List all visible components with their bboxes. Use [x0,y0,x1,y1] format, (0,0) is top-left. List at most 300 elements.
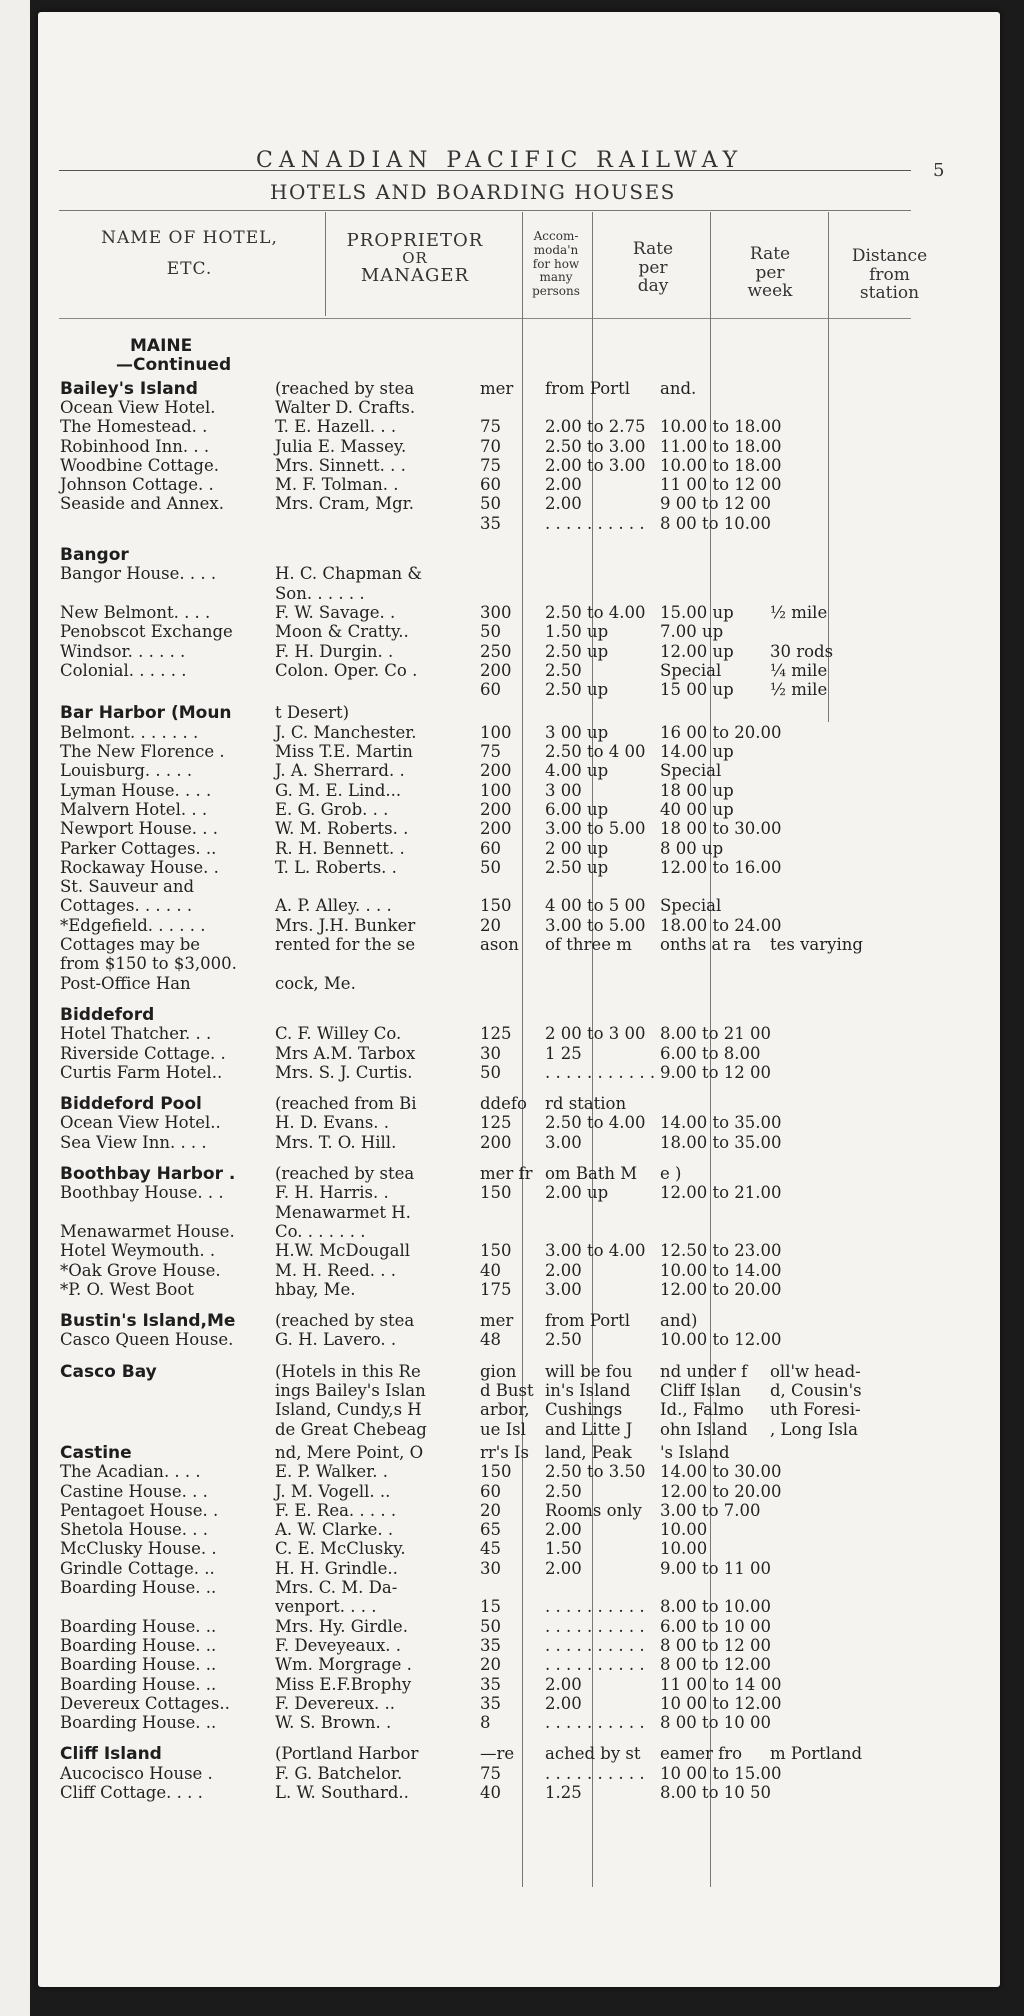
cell-proprietor: F. W. Savage. . [275,602,396,622]
table-row [0,761,1024,781]
cell-name: *Oak Grove House. [60,1260,221,1280]
cell-name: Bangor [60,545,129,565]
table-row [0,398,1024,418]
cell-name: Castine [60,1442,132,1463]
cell-rate-week: 7.00 up [660,622,724,642]
cell-proprietor: H.W. McDougall [275,1241,411,1261]
col-header-rate-week-line: week [747,281,793,302]
cell-proprietor: Wm. Morgrage . [275,1655,412,1675]
cell-rate-week: 8 00 to 12 00 [660,1635,772,1655]
cell-rate-week: 14.00 to 35.00 [660,1113,782,1133]
table-row [0,1559,1024,1579]
cell-name: Post-Office Han [60,973,191,993]
col-header-accom-line: many [539,270,573,285]
cell-proprietor: J. M. Vogell. .. [275,1481,391,1501]
table-row [0,858,1024,878]
section-heading-row [0,1311,1024,1331]
cell-rate-week: 9.00 to 12 00 [660,1062,772,1082]
table-row [0,1222,1024,1242]
cell-rate-week: 10.00 to 12.00 [660,1330,782,1350]
cell-rate-week: 8.00 to 10 50 [660,1783,772,1802]
running-title: CANADIAN PACIFIC RAILWAY [256,148,744,173]
col-header-proprietor-line: MANAGER [360,264,470,286]
cell-rate-day: om Bath M [545,1164,638,1183]
cell-proprietor: G. M. E. Lind... [275,780,402,800]
cell-rate-day: 3 00 up [545,722,609,742]
cell-proprietor: Walter D. Crafts. [275,397,416,417]
cell-rate-day: land, Peak [545,1442,632,1462]
table-row [0,839,1024,859]
cell-proprietor: A. W. Clarke. . [275,1520,394,1540]
cell-name: Bangor House. . . . [60,564,217,584]
cell-rate-week: 11 00 to 14 00 [660,1674,782,1694]
table-row [0,877,1024,897]
cell-proprietor: (Portland Harbor [275,1744,419,1764]
cell-accom: 15 [480,1597,501,1617]
cell-proprietor: F. Devereux. .. [275,1693,396,1713]
cell-rate-week: 12.00 to 16.00 [660,857,782,877]
cell-rate-week: ohn Island [660,1419,748,1439]
cell-rate-week: nd under f [660,1361,748,1381]
cell-rate-week: 10.00 [660,1539,708,1559]
col-header-name-line: NAME OF HOTEL, [101,228,278,248]
cell-name: Curtis Farm Hotel.. [60,1062,223,1082]
cell-rate-week: 8.00 to 10.00 [660,1597,772,1617]
cell-rate-week: 18.00 to 24.00 [660,915,782,935]
cell-proprietor: ings Bailey's Islan [275,1381,426,1400]
table-row [0,1617,1024,1637]
cell-accom: —re [480,1744,515,1764]
table-row [0,781,1024,801]
cell-rate-week: 9.00 to 11 00 [660,1558,772,1578]
cell-name: MAINE [130,336,193,356]
table-row [0,680,1024,700]
cell-distance: tes varying [770,935,863,954]
col-header-distance-line: station [859,283,920,304]
cell-name: Boarding House. .. [60,1578,217,1597]
cell-name: Riverside Cottage. . [60,1043,226,1063]
cell-name: Pentagoet House. . [60,1500,219,1520]
cell-rate-day: 1.50 [545,1539,582,1559]
col-header-proprietor [325,232,505,286]
cell-accom: 60 [480,680,501,700]
cell-rate-day: will be fou [545,1361,633,1381]
cell-proprietor: Mrs. T. O. Hill. [275,1132,397,1152]
cell-accom: 50 [480,1616,501,1636]
table-row [0,622,1024,642]
cell-name: Seaside and Annex. [60,494,224,514]
cell-proprietor: L. W. Southard.. [275,1783,409,1802]
cell-proprietor: Island, Cundy,s H [275,1400,422,1420]
cell-proprietor: H. D. Evans. . [275,1113,390,1133]
cell-proprietor: nd, Mere Point, O [275,1442,424,1462]
cell-proprietor: Mrs. J.H. Bunker [275,915,416,935]
cell-rate-week: 12.50 to 23.00 [660,1241,782,1261]
cell-name: Menawarmet House. [60,1221,235,1241]
cell-accom: 75 [480,417,501,437]
cell-accom: 50 [480,622,501,642]
table-row [0,661,1024,681]
col-header-rate-week-line: Rate [749,244,791,264]
cell-accom: 75 [480,742,501,761]
cell-rate-day: 6.00 up [545,799,609,819]
cell-name: Shetola House. . . [60,1520,209,1540]
cell-name: Cliff Island [60,1744,162,1765]
cell-rate-week: 3.00 to 7.00 [660,1500,761,1520]
col-header-accom-line: for how [532,256,580,271]
cell-accom: 70 [480,436,501,456]
cell-proprietor: F. E. Rea. . . . . [275,1500,397,1520]
cell-proprietor: Miss E.F.Brophy [275,1674,412,1694]
cell-proprietor: Mrs. Hy. Girdle. [275,1616,408,1636]
cell-rate-week: 6.00 to 10 00 [660,1616,772,1636]
cell-proprietor: Julia E. Massey. [275,436,407,456]
cell-rate-day: . . . . . . . . . . [545,1635,645,1655]
cell-rate-day: . . . . . . . . . . [545,1763,645,1783]
cell-rate-week: eamer fro [660,1744,743,1764]
cell-rate-day: of three m [545,935,632,954]
cell-name: Casco Bay [60,1361,157,1382]
section-heading-row [0,545,1024,565]
cell-rate-week: 18 00 to 30.00 [660,819,782,839]
cell-rate-day: 3.00 to 4.00 [545,1241,646,1261]
cell-rate-day: 2.50 up [545,641,609,661]
table-row [0,1694,1024,1714]
table-row [0,935,1024,955]
cell-name: Cliff Cottage. . . . [60,1783,203,1802]
table-row [0,1113,1024,1133]
cell-rate-day: from Portl [545,1311,630,1331]
cell-name: Casco Queen House. [60,1330,234,1350]
cell-accom: mer [480,378,514,398]
cell-proprietor: T. E. Hazell. . . [275,417,397,437]
cell-rate-day: . . . . . . . . . . [545,1597,645,1617]
col-header-rate-day-line: per [638,257,668,278]
cell-name: The New Florence . [60,742,225,761]
cell-rate-day: . . . . . . . . . . . [545,1062,656,1082]
table-row [0,800,1024,820]
col-header-rate-day-line: day [637,276,669,297]
cell-distance: ¼ mile [770,660,828,680]
cell-accom: 200 [480,660,512,680]
cell-accom: 150 [480,896,512,916]
cell-rate-week: 12.00 to 21.00 [660,1183,782,1203]
cell-accom: 200 [480,1132,512,1152]
cell-proprietor: t Desert) [275,703,350,723]
cell-accom: 45 [480,1539,501,1559]
cell-distance: oll'w head- [770,1361,861,1381]
cell-proprietor: cock, Me. [275,973,356,993]
cell-accom: 150 [480,1183,512,1203]
cell-rate-day: 4 00 to 5 00 [545,896,646,916]
cell-rate-day: 2 00 to 3 00 [545,1024,646,1044]
col-header-distance [832,247,947,303]
cell-accom: 20 [480,1500,501,1520]
cell-rate-day: 2.50 to 3.00 [545,436,646,456]
cell-name: Newport House. . . [60,819,218,839]
cell-name: Sea View Inn. . . . [60,1132,207,1152]
cell-rate-week: 16 00 to 20.00 [660,722,782,742]
table-row [0,723,1024,743]
cell-proprietor: Mrs. C. M. Da- [275,1578,398,1597]
cell-distance: , Long Isla [770,1419,858,1439]
cell-proprietor: W. S. Brown. . [275,1713,392,1733]
cell-rate-day: . . . . . . . . . . [545,1655,645,1675]
cell-distance: ½ mile [770,602,828,622]
cell-rate-day: 2.50 [545,660,582,680]
cell-name: Grindle Cottage. .. [60,1558,215,1578]
col-header-name-line: ETC. [166,259,213,280]
cell-proprietor: (reached by stea [275,378,415,398]
cell-accom: 40 [480,1783,501,1802]
table-row [0,1420,1024,1440]
cell-accom: 200 [480,799,512,819]
cell-accom: 60 [480,838,501,858]
cell-rate-week: 10.00 to 18.00 [660,417,782,437]
cell-rate-day: 2.00 [545,1260,582,1280]
cell-rate-week: 10.00 to 14.00 [660,1260,782,1280]
cell-rate-day: 2.00 up [545,1183,609,1203]
cell-proprietor: F. H. Harris. . [275,1183,389,1203]
table-row [0,1783,1024,1803]
table-row [0,437,1024,457]
cell-rate-day: 1.25 [545,1783,582,1802]
cell-rate-day: 1.50 up [545,622,609,642]
cell-proprietor: F. H. Durgin. . [275,641,394,661]
cell-proprietor: F. G. Batchelor. [275,1763,403,1783]
cell-proprietor: J. A. Sherrard. . [275,761,405,781]
cell-name: Cottages may be [60,935,201,954]
cell-rate-day: from Portl [545,378,630,398]
cell-accom: 48 [480,1330,501,1350]
cell-accom: 20 [480,1655,501,1675]
cell-name: Malvern Hotel. . . [60,799,208,819]
cell-name: Biddeford [60,1004,155,1025]
cell-accom: ason [480,935,519,954]
table-row [0,417,1024,437]
cell-rate-day: 2.00 to 3.00 [545,455,646,475]
cell-accom: 100 [480,722,512,742]
cell-proprietor: Moon & Cratty.. [275,622,409,642]
cell-name: Penobscot Exchange [60,622,233,642]
col-header-name [62,228,317,281]
cell-proprietor: R. H. Bennett. . [275,838,405,858]
cell-name: Bustin's Island,Me [60,1311,236,1332]
cell-rate-day: ached by st [545,1744,641,1764]
cell-proprietor: E. P. Walker. . [275,1462,388,1482]
cell-accom: 35 [480,1635,501,1655]
cell-rate-week: 18.00 to 35.00 [660,1132,782,1152]
cell-rate-day: 2.00 to 2.75 [545,417,646,437]
cell-accom: arbor, [480,1400,530,1420]
cell-name: Robinhood Inn. . . [60,436,210,456]
table-row [0,916,1024,936]
cell-rate-day: 2.50 [545,1330,582,1350]
cell-name: Ocean View Hotel.. [60,1113,221,1133]
table-row [0,1539,1024,1559]
table-row [0,603,1024,623]
cell-accom: 8 [480,1713,491,1733]
header-rule [59,170,911,171]
cell-rate-week: 14.00 to 30.00 [660,1462,782,1482]
cell-rate-week: and) [660,1311,698,1331]
cell-accom: 150 [480,1462,512,1482]
cell-name: Boothbay Harbor . [60,1164,236,1184]
col-header-distance-line: Distance [851,246,928,266]
cell-name: Devereux Cottages.. [60,1693,230,1713]
cell-rate-week: 14.00 up [660,742,734,761]
cell-accom: 75 [480,1763,501,1783]
cell-accom: 50 [480,494,501,514]
cell-name: Lyman House. . . . [60,780,212,800]
cell-rate-day: 2.50 to 4 00 [545,742,646,761]
cell-accom: mer fr [480,1164,533,1183]
table-row [0,1655,1024,1675]
table-row [0,642,1024,662]
cell-proprietor: Mrs. Sinnett. . . [275,455,406,475]
cell-rate-week: 11 00 to 12 00 [660,475,782,495]
cell-proprietor: de Great Chebeag [275,1419,427,1439]
cell-rate-day: 2.50 up [545,857,609,877]
table-row [0,1675,1024,1695]
cell-name: Boarding House. .. [60,1635,217,1655]
table-row [0,974,1024,994]
cell-accom: 300 [480,602,512,622]
cell-name: Belmont. . . . . . . [60,722,199,742]
section-heading-row [0,1443,1024,1463]
cell-name: Johnson Cottage. . [60,475,214,495]
cell-rate-week: Id., Falmo [660,1400,744,1420]
cell-rate-day: 1 25 [545,1043,582,1063]
table-row [0,1203,1024,1223]
cell-rate-week: 8 00 to 10 00 [660,1713,772,1733]
cell-proprietor: hbay, Me. [275,1279,356,1299]
cell-accom: 35 [480,513,501,533]
cell-proprietor: venport. . . . [275,1597,377,1617]
column-header-top-rule [59,210,911,211]
cell-proprietor: G. H. Lavero. . [275,1330,397,1350]
cell-accom: 40 [480,1260,501,1280]
cell-rate-week: 6.00 to 8.00 [660,1043,761,1063]
cell-rate-day: 3 00 [545,780,582,800]
cell-rate-week: 11.00 to 18.00 [660,436,782,456]
cell-accom: mer [480,1311,514,1331]
cell-rate-day: Rooms only [545,1500,642,1520]
cell-accom: 30 [480,1043,501,1063]
cell-name: Rockaway House. . [60,857,219,877]
cell-accom: 200 [480,761,512,781]
cell-rate-day: 3.00 to 5.00 [545,819,646,839]
cell-accom: 75 [480,455,501,475]
cell-rate-week: 15 00 up [660,680,734,700]
cell-rate-day: 2.00 [545,1674,582,1694]
table-title: HOTELS AND BOARDING HOUSES [270,180,676,204]
cell-rate-week: Cliff Islan [660,1381,741,1400]
cell-rate-day: 2.50 to 4.00 [545,602,646,622]
cell-rate-day: 3.00 [545,1132,582,1152]
cell-rate-week: Special [660,660,722,680]
column-divider [325,212,326,316]
table-row [0,456,1024,476]
table-row [0,1400,1024,1420]
table-row [0,1764,1024,1784]
cell-name: from $150 to $3,000. [60,954,237,974]
cell-rate-day: and Litte J [545,1419,633,1439]
cell-rate-day: 2.50 to 3.50 [545,1462,646,1482]
table-row [0,1578,1024,1598]
cell-rate-day: 2.00 [545,1693,582,1713]
cell-accom: rr's Is [480,1442,530,1462]
cell-accom: 35 [480,1693,501,1713]
cell-accom: gion [480,1361,517,1381]
table-row [0,896,1024,916]
cell-accom: 60 [480,1481,501,1501]
table-row [0,1261,1024,1281]
col-header-rate-week-line: per [755,262,785,283]
cell-rate-week: 8.00 to 21 00 [660,1024,772,1044]
col-header-distance-line: from [869,264,910,285]
table-row [0,1520,1024,1540]
cell-name: Aucocisco House . [60,1763,213,1783]
cell-name: Boothbay House. . . [60,1183,224,1203]
cell-accom: 30 [480,1558,501,1578]
col-header-rate-day-line: Rate [632,239,674,259]
cell-rate-day: 2.50 up [545,680,609,700]
cell-rate-week: 's Island [660,1442,730,1462]
table-row [0,1462,1024,1482]
cell-rate-week: 8 00 to 12.00 [660,1655,772,1675]
cell-proprietor: Co. . . . . . . [275,1221,366,1241]
col-header-accommodation [520,230,592,299]
cell-rate-week: onths at ra [660,935,751,954]
table-row [0,742,1024,762]
cell-accom: 20 [480,915,501,935]
cell-proprietor: F. Deveyeaux. . [275,1635,402,1655]
cell-name: Hotel Thatcher. . . [60,1024,212,1044]
cell-accom: 250 [480,641,512,661]
table-row [0,1133,1024,1153]
cell-name: —Continued [116,355,232,376]
cell-proprietor: M. F. Tolman. . [275,475,399,495]
cell-distance: d, Cousin's [770,1381,862,1400]
cell-rate-day: rd station [545,1094,627,1114]
cell-distance: 30 rods [770,641,834,661]
cell-name: The Homestead. . [60,417,208,437]
cell-rate-week: 12.00 to 20.00 [660,1481,782,1501]
table-row [0,1636,1024,1656]
cell-accom: 125 [480,1113,512,1133]
table-row [0,819,1024,839]
cell-accom: 200 [480,819,512,839]
cell-proprietor: Menawarmet H. [275,1202,411,1222]
cell-rate-week: 8 00 to 10.00 [660,513,772,533]
cell-proprietor: M. H. Reed. . . [275,1260,397,1280]
cell-rate-week: 10 00 to 12.00 [660,1693,782,1713]
cell-proprietor: E. G. Grob. . . [275,799,389,819]
cell-accom: 100 [480,780,512,800]
cell-rate-day: 2.00 [545,1520,582,1540]
col-header-accom-line: moda'n [533,242,579,257]
cell-rate-day: 2.50 [545,1481,582,1501]
cell-distance: uth Foresi- [770,1400,861,1420]
cell-name: Boarding House. .. [60,1616,217,1636]
cell-rate-day: 2.00 [545,1558,582,1578]
cell-proprietor: C. F. Willey Co. [275,1024,402,1044]
cell-proprietor: A. P. Alley. . . . [275,896,392,916]
cell-rate-day: 3.00 to 5.00 [545,915,646,935]
cell-name: Bar Harbor (Moun [60,703,232,724]
cell-accom: 150 [480,1241,512,1261]
